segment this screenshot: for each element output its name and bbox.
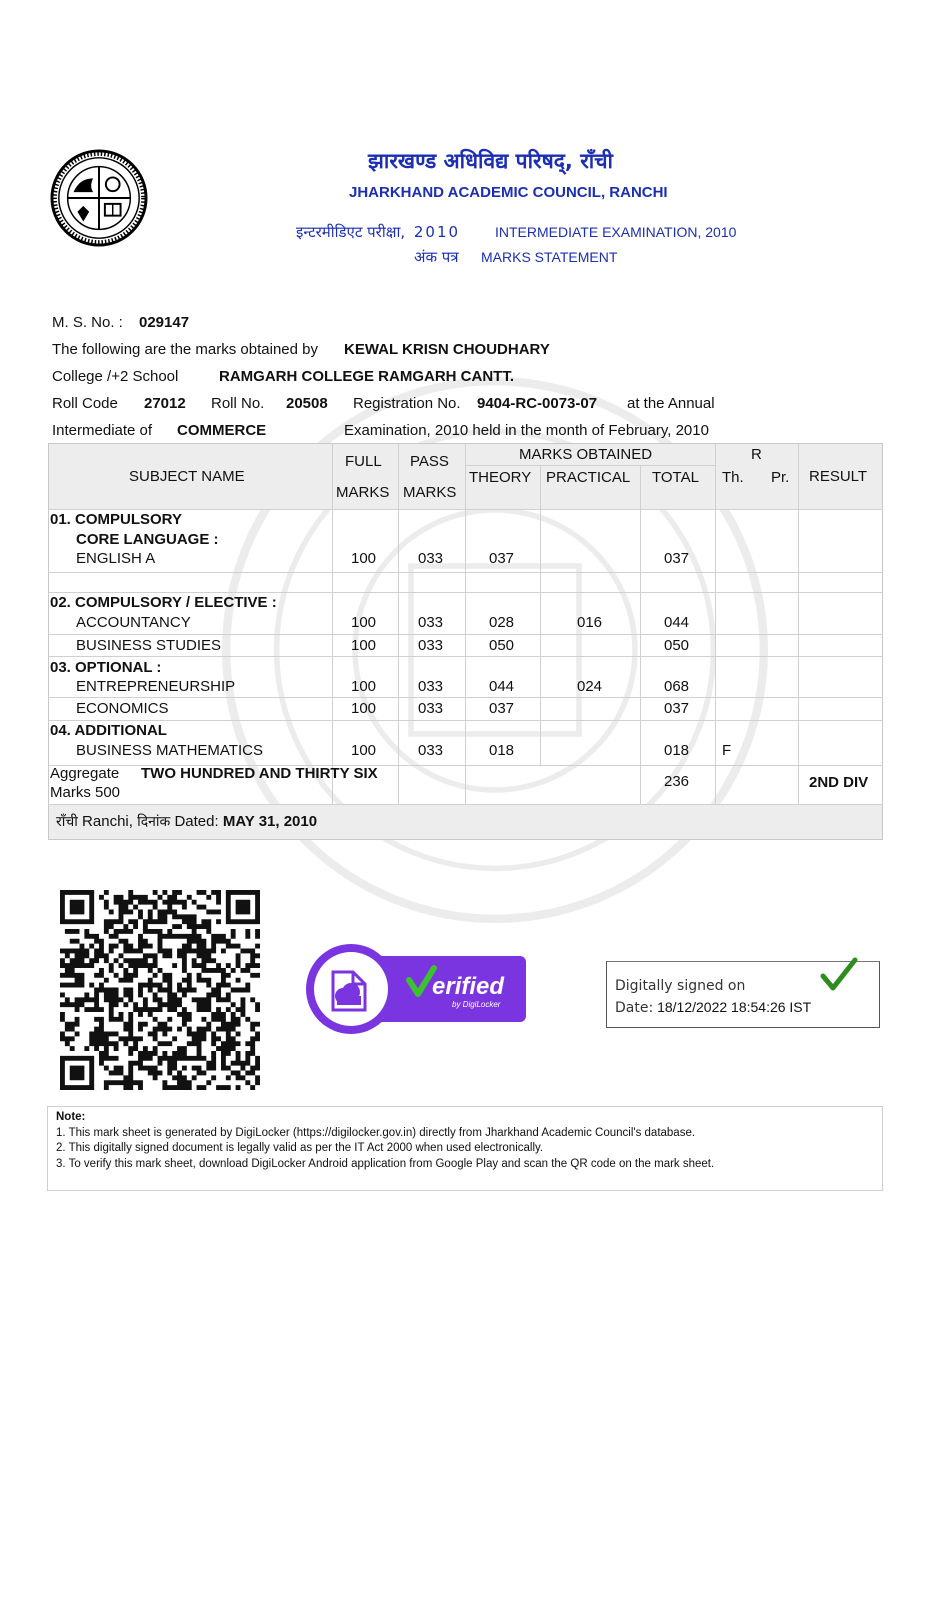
qr-finder xyxy=(226,890,260,924)
dated-hindi: राँची xyxy=(56,814,78,830)
header-subject: SUBJECT NAME xyxy=(129,468,245,485)
note-item: 1. This mark sheet is generated by DigiLocker (https://digilocker.gov.in) directly from Jharkhand Academic Council's database. xyxy=(56,1126,696,1139)
student-name: KEWAL KRISN CHOUDHARY xyxy=(344,341,550,358)
total-marks: 037 xyxy=(664,550,690,567)
ms-no: 029147 xyxy=(139,314,190,331)
row-line xyxy=(48,572,883,573)
english-title: JHARKHAND ACADEMIC COUNCIL, RANCHI xyxy=(349,184,668,201)
header-full: FULL xyxy=(345,453,382,470)
header-result: RESULT xyxy=(809,468,868,485)
aggregate-words: TWO HUNDRED AND THIRTY SIX xyxy=(141,765,378,782)
council-logo xyxy=(50,149,148,247)
theory-marks: 037 xyxy=(489,550,515,567)
ms-no-label: M. S. No. : xyxy=(52,314,123,331)
col-line xyxy=(398,443,399,804)
header-marks-obtained: MARKS OBTAINED xyxy=(519,446,653,463)
exam-hindi-text: इन्टरमीडिएट परीक्षा, xyxy=(296,223,406,241)
reg-no-label: Registration No. xyxy=(353,395,461,412)
theory-marks: 037 xyxy=(489,700,515,717)
marks-by-label: The following are the marks obtained by xyxy=(52,341,318,358)
group-label: 01. COMPULSORY xyxy=(50,511,182,528)
verified-text: erified xyxy=(432,973,505,1000)
col-line xyxy=(465,443,466,804)
notes-title: Note: xyxy=(56,1111,86,1123)
theory-marks: 050 xyxy=(489,637,515,654)
row-line xyxy=(48,720,883,721)
header-full-marks: MARKS xyxy=(336,484,390,501)
subject-name: ACCOUNTANCY xyxy=(76,614,191,631)
total-marks: 068 xyxy=(664,678,690,695)
statement-hindi: अंक पत्र xyxy=(414,248,459,266)
row-line xyxy=(48,804,883,805)
col-line xyxy=(332,443,333,804)
total-marks: 044 xyxy=(664,614,690,631)
pass-marks: 033 xyxy=(418,614,444,631)
dated-hindi2: दिनांक xyxy=(137,814,171,830)
aggregate-label: Aggregate xyxy=(50,765,120,782)
signature-date xyxy=(615,999,811,1016)
header-pass: PASS xyxy=(410,453,449,470)
verified-by: by DigiLocker xyxy=(452,1000,501,1009)
marks-table xyxy=(48,443,883,840)
roll-no-label: Roll No. xyxy=(211,395,265,412)
theory-marks: 028 xyxy=(489,614,515,631)
subject-name: ENTREPRENEURSHIP xyxy=(76,678,236,695)
reg-no: 9404-RC-0073-07 xyxy=(477,395,598,412)
annual-text: at the Annual xyxy=(627,395,715,412)
header-theory: THEORY xyxy=(469,469,532,486)
dated-place: Ranchi, xyxy=(82,813,133,830)
total-marks: 037 xyxy=(664,700,690,717)
th-remark: F xyxy=(722,742,732,759)
row-line xyxy=(48,634,883,635)
dated-line xyxy=(56,812,317,831)
full-marks: 100 xyxy=(351,614,377,631)
header-total: TOTAL xyxy=(652,469,699,486)
exam-year: 2010 xyxy=(413,223,461,241)
hindi-title: झारखण्ड अधिविद्य परिषद्, राँची xyxy=(368,149,613,173)
exam-hindi xyxy=(296,222,460,242)
row-line xyxy=(465,465,715,466)
subject-name: BUSINESS MATHEMATICS xyxy=(76,742,263,759)
roll-code: 27012 xyxy=(144,395,186,412)
pass-marks: 033 xyxy=(418,637,444,654)
aggregate-max: Marks 500 xyxy=(50,784,121,801)
signature-date-value: 18/12/2022 18:54:26 IST xyxy=(657,999,812,1015)
group-label: 03. OPTIONAL : xyxy=(50,659,162,676)
full-marks: 100 xyxy=(351,678,377,695)
intermediate-label: Intermediate of xyxy=(52,422,153,439)
total-marks: 018 xyxy=(664,742,690,759)
qr-finder xyxy=(60,890,94,924)
row-line xyxy=(48,509,883,510)
theory-marks: 018 xyxy=(489,742,515,759)
subject-name: BUSINESS STUDIES xyxy=(76,637,222,654)
note-item: 3. To verify this mark sheet, download DigiLocker Android application from Google Play and scan the QR code on the mark sheet. xyxy=(56,1157,715,1170)
statement-english: MARKS STATEMENT xyxy=(481,249,618,265)
qr-finder xyxy=(60,1056,94,1090)
stream: COMMERCE xyxy=(177,422,267,439)
roll-code-label: Roll Code xyxy=(52,395,118,412)
dated-value: MAY 31, 2010 xyxy=(222,813,318,830)
col-line xyxy=(715,443,716,804)
header-th: Th. xyxy=(722,469,744,486)
result-division: 2ND DIV xyxy=(809,774,869,791)
subject-name: ENGLISH A xyxy=(76,550,156,567)
note-item: 2. This digitally signed document is legally valid as per the IT Act 2000 when used electronically. xyxy=(56,1142,544,1154)
row-line xyxy=(48,656,883,657)
college-name: RAMGARH COLLEGE RAMGARH CANTT. xyxy=(219,368,514,385)
full-marks: 100 xyxy=(351,700,377,717)
exam-english: INTERMEDIATE EXAMINATION, 2010 xyxy=(495,224,737,240)
full-marks: 100 xyxy=(351,742,377,759)
qr-code[interactable] xyxy=(60,890,262,1090)
header-pass-marks: MARKS xyxy=(403,484,457,501)
pass-marks: 033 xyxy=(418,700,444,717)
notes-box xyxy=(47,1106,883,1191)
pass-marks: 033 xyxy=(418,678,444,695)
dated-label: Dated: xyxy=(174,813,219,830)
theory-marks: 044 xyxy=(489,678,515,695)
exam-text: Examination, 2010 held in the month of February, 2010 xyxy=(344,422,709,439)
signature-line1: Digitally signed on xyxy=(615,978,746,994)
verified-digilocker-badge xyxy=(306,942,528,1036)
aggregate-total: 236 xyxy=(664,773,690,790)
college-label: College /+2 School xyxy=(52,368,179,385)
check-icon xyxy=(819,956,859,992)
group-label: CORE LANGUAGE : xyxy=(76,531,219,548)
digital-signature-box[interactable] xyxy=(606,961,880,1028)
full-marks: 100 xyxy=(351,637,377,654)
practical-marks: 024 xyxy=(577,678,603,695)
header-pr: Pr. xyxy=(771,469,790,486)
col-line xyxy=(798,443,799,804)
subject-name: ECONOMICS xyxy=(76,700,169,717)
row-line xyxy=(48,592,883,593)
group-label: 02. COMPULSORY / ELECTIVE : xyxy=(50,594,277,611)
header-practical: PRACTICAL xyxy=(546,469,631,486)
roll-no: 20508 xyxy=(286,395,328,412)
practical-marks: 016 xyxy=(577,614,603,631)
full-marks: 100 xyxy=(351,550,377,567)
pass-marks: 033 xyxy=(418,550,444,567)
group-label: 04. ADDITIONAL xyxy=(50,722,167,739)
total-marks: 050 xyxy=(664,637,690,654)
row-line xyxy=(48,697,883,698)
header-r: R xyxy=(751,446,762,463)
pass-marks: 033 xyxy=(418,742,444,759)
signature-date-label: Date: xyxy=(615,1000,654,1016)
